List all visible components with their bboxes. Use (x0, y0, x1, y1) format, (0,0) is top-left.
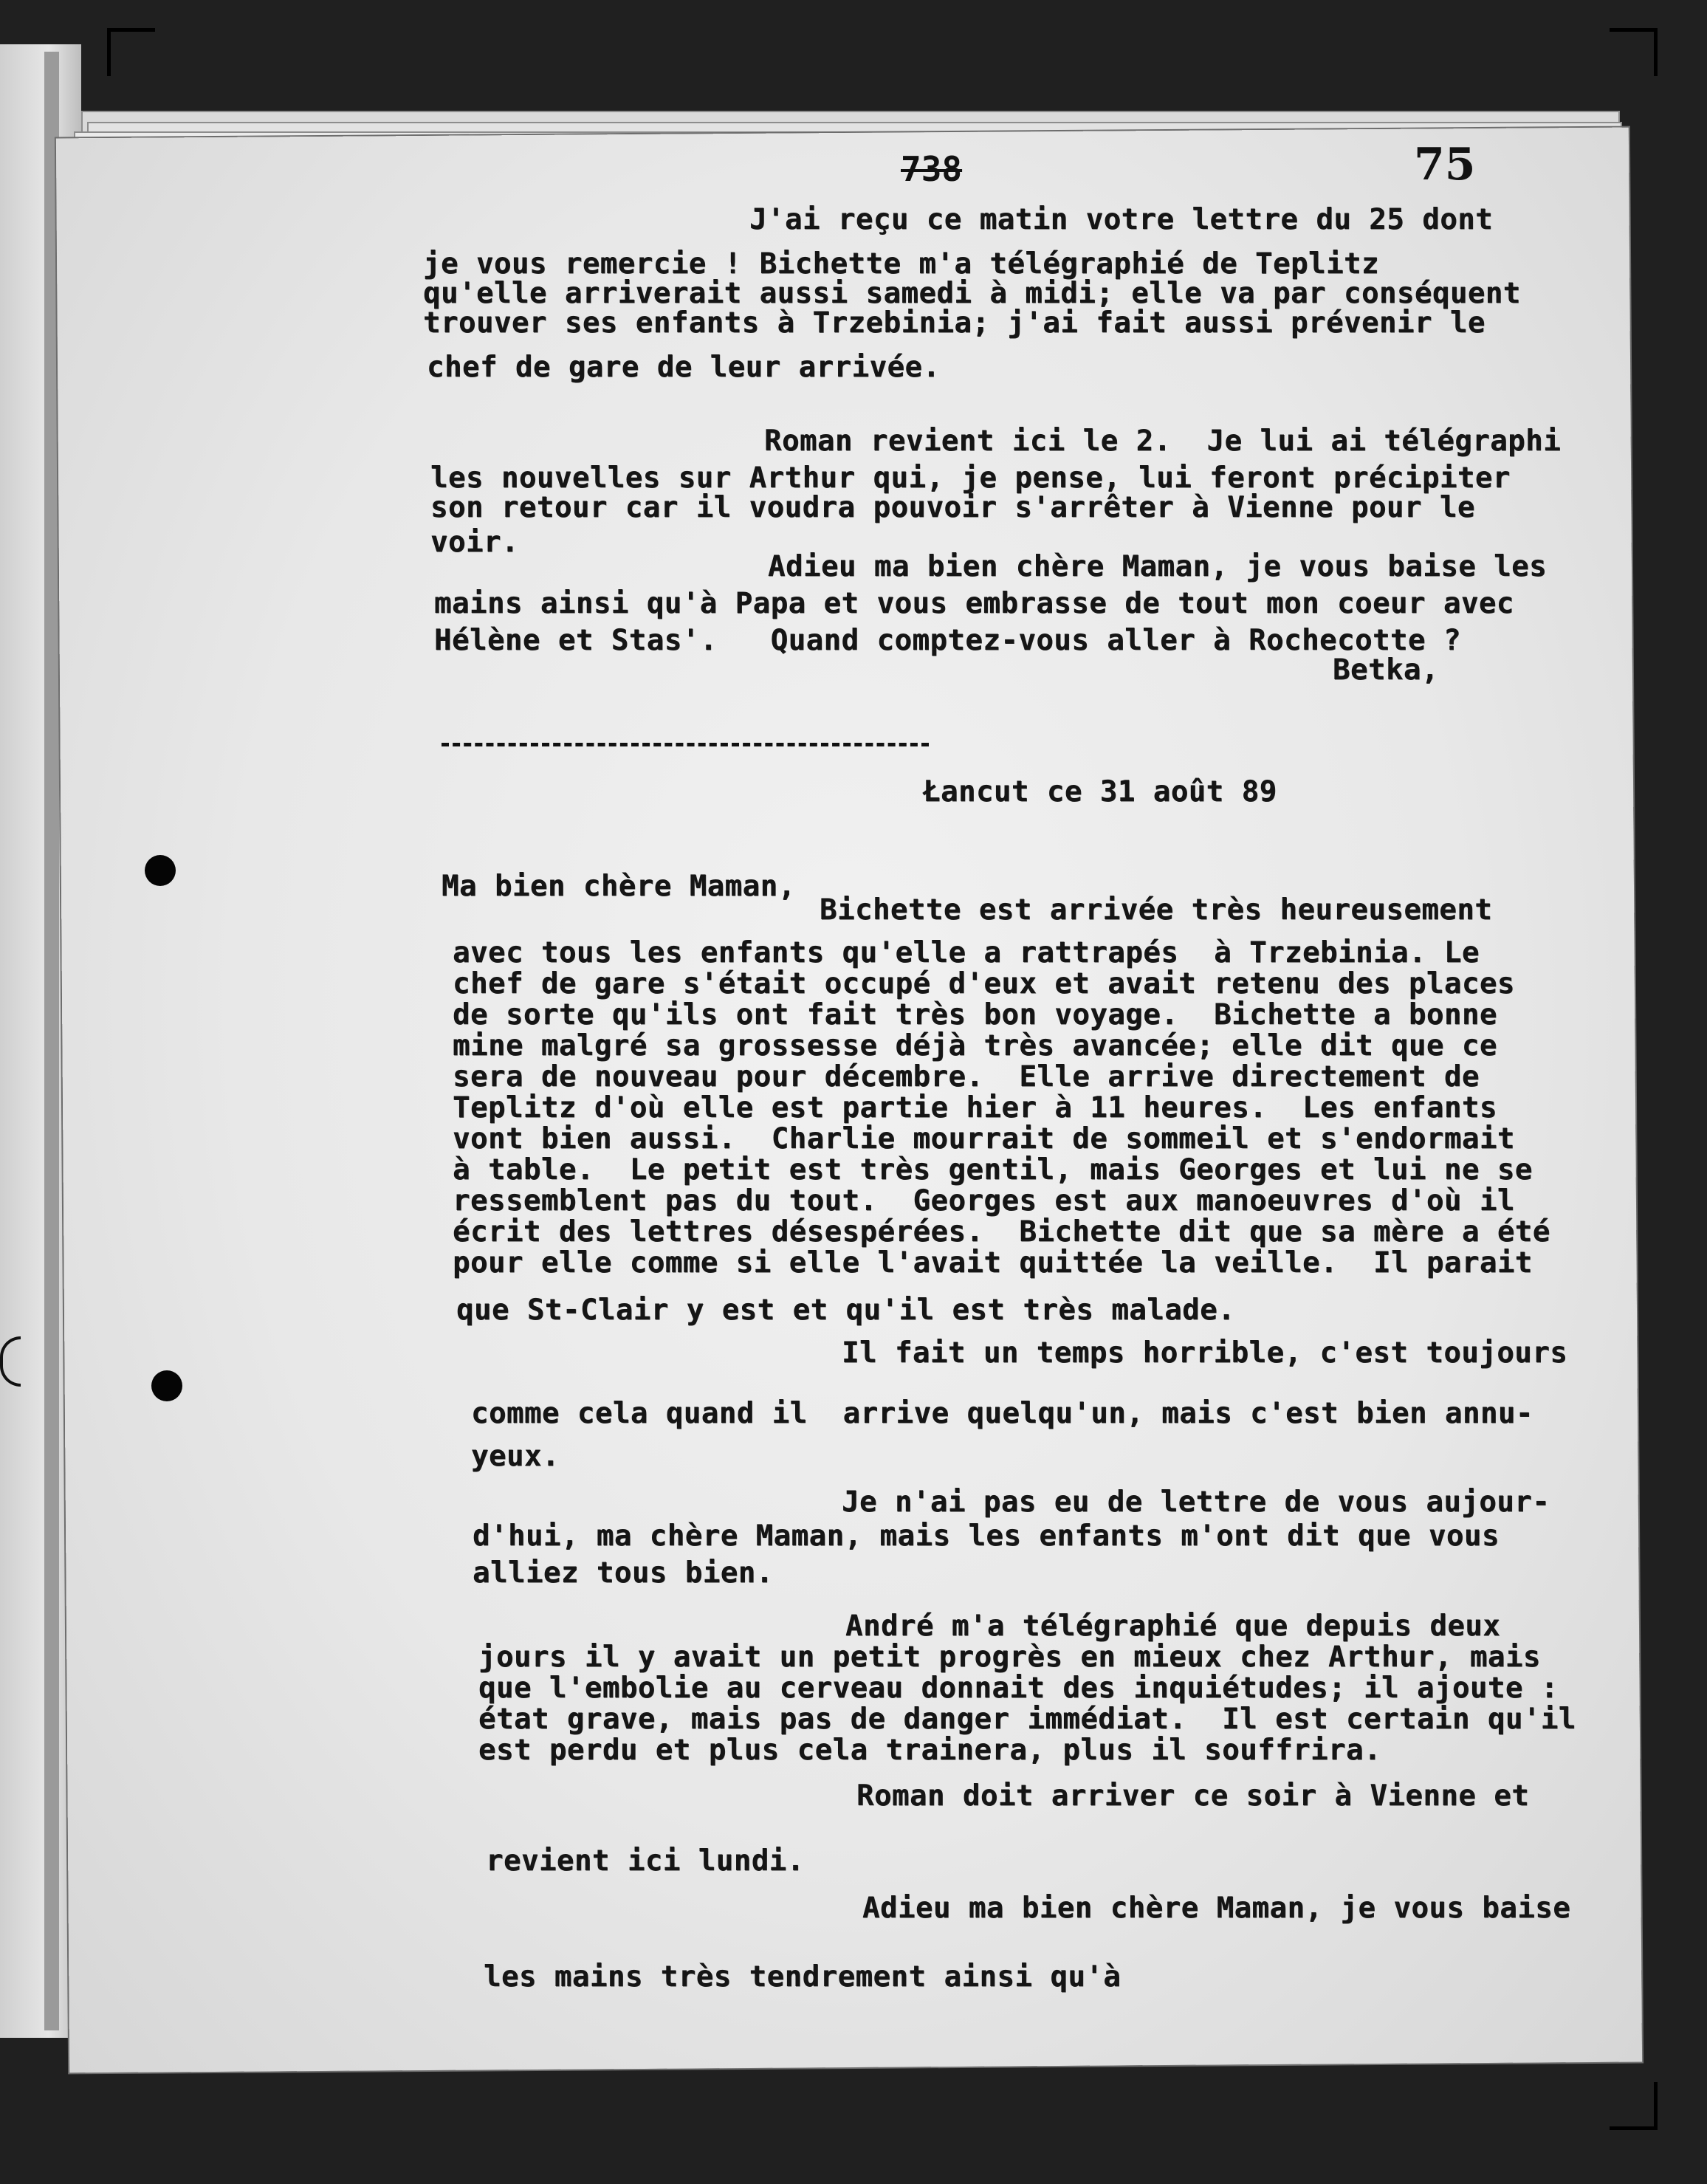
letter2-line: avec tous les enfants qu'elle a rattrapés à Trzebinia. Le (453, 936, 1480, 969)
letter2-line: chef de gare s'était occupé d'eux et avait retenu des places (453, 967, 1515, 1000)
letter2-salutation: Ma bien chère Maman, (442, 870, 796, 903)
letter1-line: les nouvelles sur Arthur qui, je pense, lui feront précipiter (430, 461, 1511, 495)
page-number: 75 (1414, 139, 1476, 190)
letter2-line: vont bien aussi. Charlie mourrait de sommeil et s'endormait (453, 1122, 1515, 1155)
letter2-dateline: Łancut ce 31 août 89 (923, 775, 1277, 808)
crop-mark-top-right (1610, 28, 1658, 76)
letter1-line: Hélène et Stas'. Quand comptez-vous aller à Rochecotte ? (434, 624, 1461, 657)
letter2-line: ressemblent pas du tout. Georges est aux manoeuvres d'où il (453, 1184, 1515, 1218)
letter2-line: que St-Clair y est et qu'il est très malade. (456, 1294, 1236, 1327)
letter2-line: à table. Le petit est très gentil, mais Georges et lui ne se (453, 1153, 1533, 1187)
crop-mark-top-left (107, 28, 155, 76)
letter2-line: Teplitz d'où elle est partie hier à 11 heures. Les enfants (453, 1091, 1497, 1124)
letter2-line: revient ici lundi. (486, 1844, 805, 1878)
letter2-line: que l'embolie au cerveau donnait des inquiétudes; il ajoute : (478, 1672, 1559, 1705)
letter2-line: Roman doit arriver ce soir à Vienne et (856, 1779, 1530, 1813)
letter2-line: écrit des lettres désespérées. Bichette dit que sa mère a été (453, 1215, 1550, 1249)
struck-page-number: 738 (901, 149, 963, 189)
letter1-line: trouver ses enfants à Trzebinia; j'ai fait aussi prévenir le (423, 306, 1486, 340)
letter1-line: mains ainsi qu'à Papa et vous embrasse de tout mon coeur avec (434, 587, 1514, 620)
letter2-line: sera de nouveau pour décembre. Elle arrive directement de (453, 1060, 1480, 1093)
letter1-line: voir. (430, 526, 519, 559)
letter2-line: est perdu et plus cela trainera, plus il souffrira. (478, 1734, 1381, 1767)
letter1-line: qu'elle arriverait aussi samedi à midi; elle va par conséquent (423, 277, 1521, 310)
letter2-line: jours il y avait un petit progrès en mieux chez Arthur, mais (478, 1641, 1541, 1674)
letter1-line: je vous remercie ! Bichette m'a télégraphié de Teplitz (423, 247, 1379, 281)
letter2-line: d'hui, ma chère Maman, mais les enfants m'ont dit que vous (473, 1519, 1500, 1553)
letter2-line: de sorte qu'ils ont fait très bon voyage. Bichette a bonne (453, 998, 1497, 1031)
letter2-line: André m'a télégraphié que depuis deux (845, 1610, 1501, 1643)
letter2-line: les mains très tendrement ainsi qu'à (484, 1960, 1122, 1994)
letter1-line: Adieu ma bien chère Maman, je vous baise les (768, 550, 1548, 583)
letter1-signature: Betka, (1333, 653, 1439, 687)
letter2-line: alliez tous bien. (473, 1556, 774, 1590)
punch-hole (145, 855, 176, 886)
letter1-line: J'ai reçu ce matin votre lettre du 25 dont (749, 203, 1494, 236)
letter2-line: Je n'ai pas eu de lettre de vous aujour- (842, 1486, 1550, 1519)
letter2-line: Bichette est arrivée très heureusement (820, 893, 1493, 927)
letter2-line: comme cela quand il arrive quelqu'un, mais c'est bien annu- (471, 1397, 1533, 1430)
letter1-line: Roman revient ici le 2. Je lui ai télégraphi (764, 425, 1562, 458)
letter2-line: pour elle comme si elle l'avait quittée la veille. Il parait (453, 1246, 1533, 1280)
letter2-line: yeux. (471, 1440, 560, 1473)
letter1-line: son retour car il voudra pouvoir s'arrêter à Vienne pour le (430, 491, 1475, 524)
punch-hole (151, 1370, 182, 1401)
letter2-line: Il fait un temps horrible, c'est toujours (842, 1336, 1568, 1370)
letter1-line: chef de gare de leur arrivée. (427, 351, 941, 384)
letter2-line: état grave, mais pas de danger immédiat. Il est certain qu'il (478, 1703, 1576, 1736)
letter2-line: mine malgré sa grossesse déjà très avancée; elle dit que ce (453, 1029, 1497, 1062)
crop-mark-bottom-right (1610, 2082, 1658, 2130)
letter-separator (442, 743, 929, 746)
letter2-line: Adieu ma bien chère Maman, je vous baise (862, 1892, 1571, 1925)
